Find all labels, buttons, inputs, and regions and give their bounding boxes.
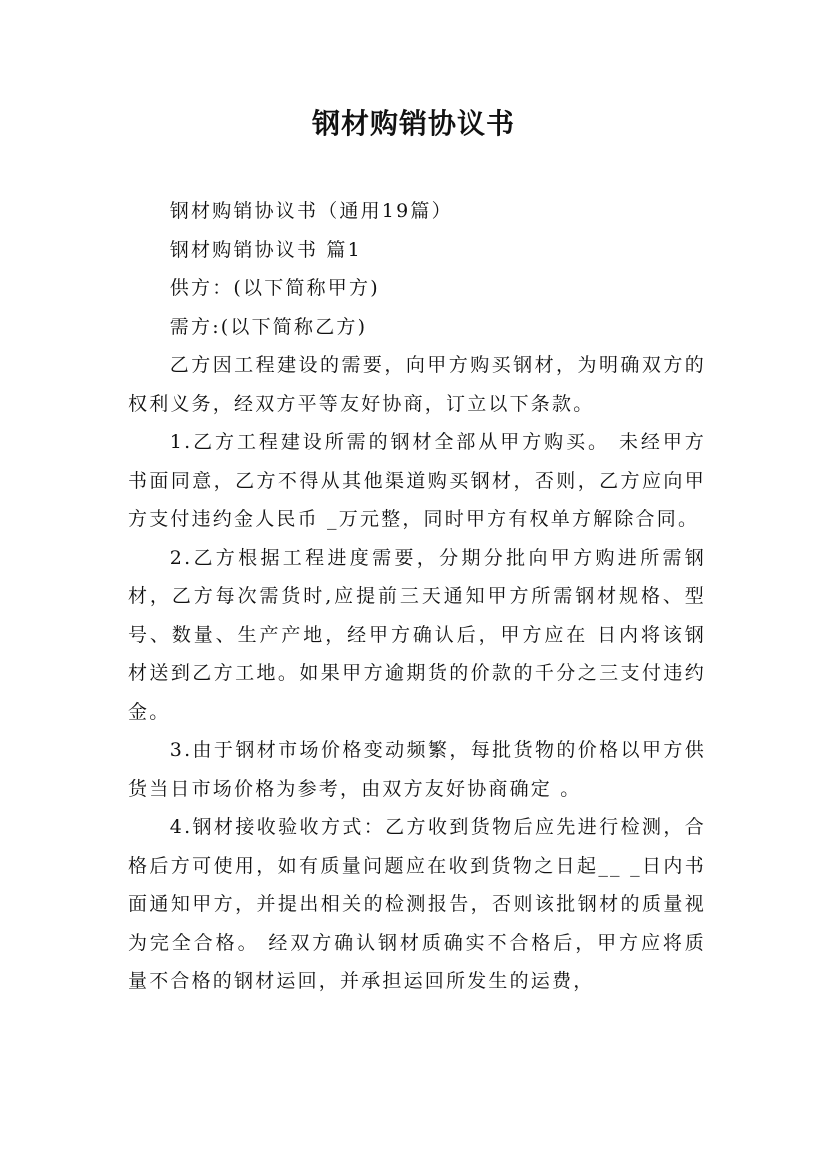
paragraph-subtitle: 钢材购销协议书（通用19篇） <box>169 200 453 222</box>
paragraph-clause-1: 1.乙方工程建设所需的钢材全部从甲方购买。 未经甲方书面同意，乙方不得从其他渠道购买钢材，否则，乙方应向甲方支付违约金人民币 _万元整，同时甲方有权单方解除合同。 <box>128 431 706 530</box>
paragraph-clause-3: 3.由于钢材市场价格变动频繁，每批货物的价格以甲方供货当日市场价格为参考，由双方友好协商确定 。 <box>128 739 706 800</box>
paragraph-clause-4: 4.钢材接收验收方式：乙方收到货物后应先进行检测，合格后方可使用，如有质量问题应在收到货物之日起__ _日内书面通知甲方，并提出相关的检测报告，否则该批钢材的质量视为完全合格。 经双方确认钢材质确实不合格后，甲方应将质量不合格的钢材运回，并承担运回所发生的运费， <box>128 816 706 992</box>
paragraph-clause-2: 2.乙方根据工程进度需要，分期分批向甲方购进所需钢材，乙方每次需货时,应提前三天通知甲方所需钢材规格、型号、数量、生产产地，经甲方确认后，甲方应在 日内将该钢材送到乙方工地。如果甲方逾期货的价款的千分之三支付违约金。 <box>128 546 706 723</box>
paragraph-buyer: 需方:(以下简称乙方) <box>169 315 368 338</box>
document-body <box>128 192 706 1001</box>
paragraph-supplier: 供方：(以下简称甲方) <box>169 277 380 299</box>
document-title: 钢材购销协议书 <box>311 107 515 140</box>
paragraph-section-heading: 钢材购销协议书 篇1 <box>169 238 362 261</box>
paragraph-preamble: 乙方因工程建设的需要，向甲方购买钢材，为明确双方的权利义务，经双方平等友好协商，订立以下条款。 <box>128 354 706 415</box>
